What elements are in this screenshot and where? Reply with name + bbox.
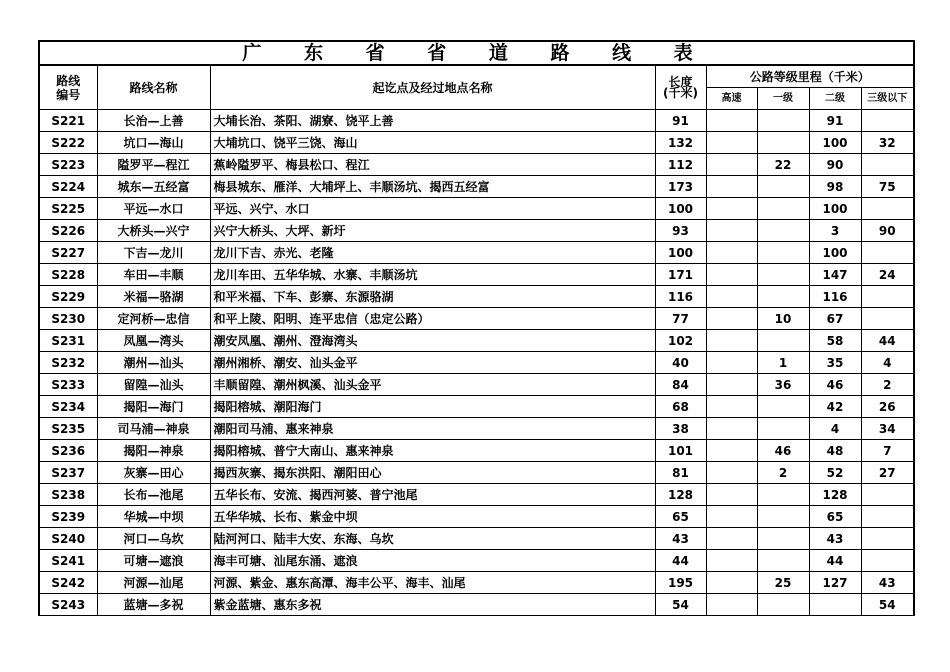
first-class-cell [757,330,809,352]
route-code-cell: S240 [39,528,97,550]
third-below-cell: 34 [861,418,914,440]
length-cell: 44 [655,550,706,572]
third-below-cell: 27 [861,462,914,484]
third-below-cell [861,484,914,506]
route-points-cell: 陆河河口、陆丰大安、东海、乌坎 [210,528,655,550]
route-name-cell: 下吉—龙川 [97,242,210,264]
first-class-cell: 22 [757,154,809,176]
second-class-cell: 100 [809,198,861,220]
second-class-cell: 42 [809,396,861,418]
route-code-cell: S238 [39,484,97,506]
length-cell: 43 [655,528,706,550]
second-class-cell: 67 [809,308,861,330]
route-name-cell: 定河桥—忠信 [97,308,210,330]
first-class-cell [757,528,809,550]
third-below-cell [861,110,914,132]
table-row [39,550,914,572]
route-name-cell: 坑口—海山 [97,132,210,154]
header-route-code: 路线 编号 [39,65,97,110]
table-row [39,374,914,396]
second-class-cell: 58 [809,330,861,352]
route-points-cell: 潮阳司马浦、惠来神泉 [210,418,655,440]
second-class-cell: 127 [809,572,861,594]
first-class-cell [757,484,809,506]
second-class-cell: 98 [809,176,861,198]
route-code-cell: S233 [39,374,97,396]
first-class-cell [757,418,809,440]
route-name-cell: 蓝塘—多祝 [97,594,210,616]
table-row [39,110,914,132]
highway-cell [706,528,757,550]
second-class-cell: 100 [809,132,861,154]
highway-cell [706,462,757,484]
first-class-cell [757,506,809,528]
table-row [39,352,914,374]
route-code-cell: S241 [39,550,97,572]
route-code-cell: S226 [39,220,97,242]
length-cell: 65 [655,506,706,528]
length-cell: 100 [655,242,706,264]
first-class-cell [757,286,809,308]
second-class-cell: 116 [809,286,861,308]
length-cell: 101 [655,440,706,462]
route-code-cell: S239 [39,506,97,528]
second-class-cell: 91 [809,110,861,132]
route-code-cell: S237 [39,462,97,484]
second-class-cell: 65 [809,506,861,528]
route-name-cell: 华城—中坝 [97,506,210,528]
third-below-cell: 32 [861,132,914,154]
header-third-or-below: 三级以下 [861,88,914,110]
route-code-cell: S242 [39,572,97,594]
highway-cell [706,286,757,308]
table-row [39,462,914,484]
route-points-cell: 和平米福、下车、彭寨、东源骆湖 [210,286,655,308]
provincial-road-table [38,40,915,616]
route-name-cell: 灰寨—田心 [97,462,210,484]
route-points-cell: 潮州湘桥、潮安、汕头金平 [210,352,655,374]
third-below-cell [861,528,914,550]
first-class-cell [757,242,809,264]
second-class-cell: 43 [809,528,861,550]
route-points-cell: 紫金蓝塘、惠东多祝 [210,594,655,616]
route-points-cell: 大埔长治、茶阳、湖寮、饶平上善 [210,110,655,132]
route-name-cell: 车田—丰顺 [97,264,210,286]
highway-cell [706,418,757,440]
length-cell: 195 [655,572,706,594]
highway-cell [706,572,757,594]
highway-cell [706,550,757,572]
route-points-cell: 龙川车田、五华华城、水寨、丰顺汤坑 [210,264,655,286]
second-class-cell [809,594,861,616]
third-below-cell [861,198,914,220]
table-row [39,572,914,594]
third-below-cell: 4 [861,352,914,374]
highway-cell [706,594,757,616]
length-cell: 77 [655,308,706,330]
length-cell: 91 [655,110,706,132]
length-cell: 112 [655,154,706,176]
table-row [39,264,914,286]
route-name-cell: 河口—乌坎 [97,528,210,550]
table-row [39,242,914,264]
route-points-cell: 五华长布、安流、揭西河婆、普宁池尾 [210,484,655,506]
first-class-cell [757,132,809,154]
third-below-cell: 44 [861,330,914,352]
route-points-cell: 龙川下吉、赤光、老隆 [210,242,655,264]
first-class-cell [757,594,809,616]
table-row [39,528,914,550]
route-code-cell: S230 [39,308,97,330]
highway-cell [706,220,757,242]
highway-cell [706,154,757,176]
table-row [39,308,914,330]
first-class-cell: 36 [757,374,809,396]
third-below-cell [861,242,914,264]
highway-cell [706,352,757,374]
first-class-cell [757,176,809,198]
route-code-cell: S223 [39,154,97,176]
route-code-cell: S232 [39,352,97,374]
route-points-cell: 潮安凤凰、潮州、澄海湾头 [210,330,655,352]
highway-cell [706,374,757,396]
route-name-cell: 城东—五经富 [97,176,210,198]
route-name-cell: 司马浦—神泉 [97,418,210,440]
route-code-cell: S243 [39,594,97,616]
route-points-cell: 五华华城、长布、紫金中坝 [210,506,655,528]
second-class-cell: 48 [809,440,861,462]
header-route-name: 路线名称 [97,65,210,110]
second-class-cell: 100 [809,242,861,264]
table-row [39,220,914,242]
first-class-cell [757,550,809,572]
table-row [39,506,914,528]
third-below-cell [861,308,914,330]
length-cell: 173 [655,176,706,198]
route-name-cell: 揭阳—神泉 [97,440,210,462]
highway-cell [706,176,757,198]
route-name-cell: 大桥头—兴宁 [97,220,210,242]
third-below-cell: 75 [861,176,914,198]
route-code-cell: S229 [39,286,97,308]
first-class-cell: 2 [757,462,809,484]
route-points-cell: 和平上陵、阳明、连平忠信（忠定公路） [210,308,655,330]
length-cell: 102 [655,330,706,352]
length-cell: 132 [655,132,706,154]
route-points-cell: 河源、紫金、惠东高潭、海丰公平、海丰、汕尾 [210,572,655,594]
route-code-cell: S235 [39,418,97,440]
route-name-cell: 平远—水口 [97,198,210,220]
route-code-cell: S221 [39,110,97,132]
header-highway: 高速 [706,88,757,110]
table-row [39,154,914,176]
table-row [39,176,914,198]
table-row [39,132,914,154]
route-name-cell: 揭阳—海门 [97,396,210,418]
third-below-cell: 7 [861,440,914,462]
route-points-cell: 揭西灰寨、揭东洪阳、潮阳田心 [210,462,655,484]
route-code-cell: S222 [39,132,97,154]
first-class-cell [757,396,809,418]
first-class-cell: 25 [757,572,809,594]
highway-cell [706,132,757,154]
highway-cell [706,110,757,132]
table-row [39,440,914,462]
length-cell: 81 [655,462,706,484]
third-below-cell: 24 [861,264,914,286]
highway-cell [706,396,757,418]
second-class-cell: 4 [809,418,861,440]
third-below-cell: 90 [861,220,914,242]
third-below-cell: 2 [861,374,914,396]
length-cell: 93 [655,220,706,242]
first-class-cell: 46 [757,440,809,462]
second-class-cell: 3 [809,220,861,242]
third-below-cell [861,286,914,308]
second-class-cell: 44 [809,550,861,572]
second-class-cell: 128 [809,484,861,506]
length-cell: 54 [655,594,706,616]
length-cell: 171 [655,264,706,286]
second-class-cell: 147 [809,264,861,286]
table-row [39,396,914,418]
route-points-cell: 大埔坑口、饶平三饶、海山 [210,132,655,154]
third-below-cell: 43 [861,572,914,594]
route-name-cell: 长布—池尾 [97,484,210,506]
route-code-cell: S224 [39,176,97,198]
highway-cell [706,198,757,220]
route-code-cell: S231 [39,330,97,352]
first-class-cell [757,264,809,286]
second-class-cell: 90 [809,154,861,176]
highway-cell [706,506,757,528]
first-class-cell: 1 [757,352,809,374]
third-below-cell [861,154,914,176]
route-name-cell: 留隍—汕头 [97,374,210,396]
header-length: 长度 (千米) [655,65,706,110]
route-code-cell: S227 [39,242,97,264]
length-cell: 40 [655,352,706,374]
table-row [39,286,914,308]
route-code-cell: S225 [39,198,97,220]
route-points-cell: 平远、兴宁、水口 [210,198,655,220]
route-points-cell: 海丰可塘、汕尾东涌、遮浪 [210,550,655,572]
route-name-cell: 可塘—遮浪 [97,550,210,572]
header-route-points: 起讫点及经过地点名称 [210,65,655,110]
highway-cell [706,242,757,264]
highway-cell [706,264,757,286]
route-points-cell: 梅县城东、雁洋、大埔坪上、丰顺汤坑、揭西五经富 [210,176,655,198]
header-first-class: 一级 [757,88,809,110]
length-cell: 84 [655,374,706,396]
route-name-cell: 河源—汕尾 [97,572,210,594]
route-name-cell: 凤凰—湾头 [97,330,210,352]
length-cell: 116 [655,286,706,308]
route-name-cell: 米福—骆湖 [97,286,210,308]
length-cell: 68 [655,396,706,418]
highway-cell [706,330,757,352]
third-below-cell: 54 [861,594,914,616]
route-name-cell: 长治—上善 [97,110,210,132]
highway-cell [706,308,757,330]
table-row [39,330,914,352]
third-below-cell [861,506,914,528]
first-class-cell [757,110,809,132]
table-row [39,594,914,616]
length-cell: 38 [655,418,706,440]
table-title: 广 东 省 省 道 路 线 表 [39,41,914,65]
table-row [39,418,914,440]
route-name-cell: 潮州—汕头 [97,352,210,374]
second-class-cell: 46 [809,374,861,396]
highway-cell [706,484,757,506]
route-points-cell: 蕉岭隘罗平、梅县松口、程江 [210,154,655,176]
highway-cell [706,440,757,462]
road-table-sheet [38,40,913,616]
header-second-class: 二级 [809,88,861,110]
route-code-cell: S228 [39,264,97,286]
route-code-cell: S234 [39,396,97,418]
second-class-cell: 35 [809,352,861,374]
header-grade-mileage: 公路等级里程（千米） [706,65,914,88]
second-class-cell: 52 [809,462,861,484]
first-class-cell: 10 [757,308,809,330]
route-points-cell: 兴宁大桥头、大坪、新圩 [210,220,655,242]
route-points-cell: 揭阳榕城、潮阳海门 [210,396,655,418]
route-code-cell: S236 [39,440,97,462]
route-name-cell: 隘罗平—程江 [97,154,210,176]
first-class-cell [757,198,809,220]
table-row [39,198,914,220]
route-points-cell: 揭阳榕城、普宁大南山、惠来神泉 [210,440,655,462]
route-points-cell: 丰顺留隍、潮州枫溪、汕头金平 [210,374,655,396]
length-cell: 100 [655,198,706,220]
third-below-cell: 26 [861,396,914,418]
length-cell: 128 [655,484,706,506]
first-class-cell [757,220,809,242]
third-below-cell [861,550,914,572]
table-row [39,484,914,506]
